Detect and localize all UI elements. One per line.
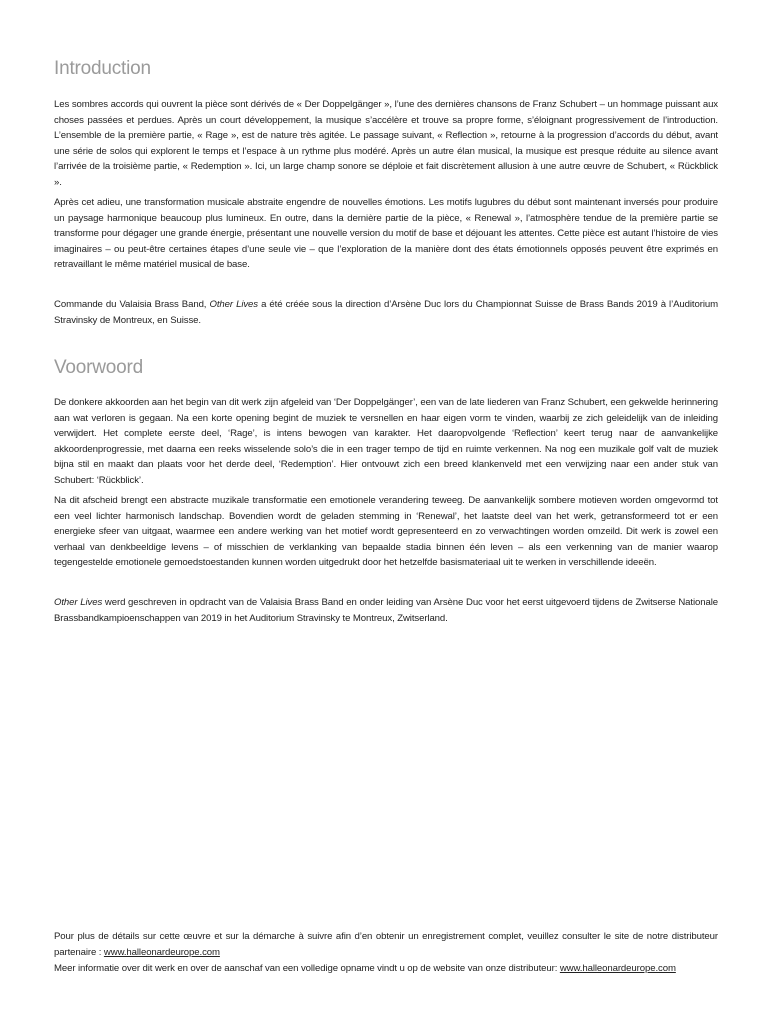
introduction-commission-text: Commande du Valaisia Brass Band, xyxy=(54,299,210,310)
work-title: Other Lives xyxy=(54,597,103,608)
introduction-paragraph-1: Les sombres accords qui ouvrent la pièce sont dérivés de « Der Doppelgänger », l’une des dernières chansons de Franz Schubert – un hommage puissant aux choses passées et perdues. Après un court développement, la musique s’accélère et trouve sa propre forme, s’éloignant progressivement de l’introduction. L’ensemble de la première partie, « Rage », est de nature très agitée. Le passage suivant, « Reflection », retourne à la progression d’accords du début, avant une série de solos qui explorent le temps et l’espace à un rythme plus modéré. Après un autre élan musical, la musique est presque réduite au silence avant l’arrivée de la troisième partie, « Redemption ». Ici, un large champ sonore se déploie et fait discrètement allusion à une autre œuvre de Schubert, « Rückblick ». xyxy=(54,99,718,188)
voorwoord-paragraph-2: Na dit afscheid brengt een abstracte muzikale transformatie een emotionele verandering teweeg. De aanvankelijk sombere motieven worden omgevormd tot een veel lichter harmonisch landschap. Bovendien wordt de geladen stemming in ‘Renewal’, het laatste deel van het werk, getransformeerd tot er een energieke sfeer van uitgaat, waarmee een andere werking van het motief wordt gepresenteerd en zo verwachtingen worden omzeild. Dit werk is zowel een verhaal van denkbeeldige levens – of misschien de verklanking van bepaalde stadia binnen één leven – als een verkenning van de manier waarop tegengestelde emotionele gemoedstoestanden kunnen worden uitgedrukt door het hetzelfde basismateriaal uit te werken in verschillende ideeën. xyxy=(54,495,718,569)
introduction-premiere-text: a été créée sous la direction d’Arsène Duc lors du Championnat Suisse de Brass Bands 2019 à l’Auditorium Stravinsky de Montreux, en Suisse. xyxy=(54,299,718,326)
footer-french xyxy=(54,929,718,960)
introduction-paragraph-3 xyxy=(54,297,718,328)
distributor-link-french[interactable]: www.halleonardeurope.com xyxy=(103,946,220,958)
footer-dutch xyxy=(54,961,718,977)
distributor-link-dutch[interactable]: www.halleonardeurope.com xyxy=(559,963,676,974)
voorwoord-paragraph-3 xyxy=(54,595,718,626)
introduction-heading: Introduction xyxy=(54,58,151,79)
footer-dutch-text: Meer informatie over dit werk en over de aanschaf van een volledige opname vindt u op de website van onze distributeur: xyxy=(54,963,560,974)
introduction-paragraph-2: Après cet adieu, une transformation musicale abstraite engendre de nouvelles émotions. Les motifs lugubres du début sont maintenant inversés pour produire un paysage harmonique beaucoup plus lumineux. En outre, dans la dernière partie de la pièce, « Renewal », l’atmosphère tendue de la première partie se transforme pour dégager une grande énergie, présentant une nouvelle version du motif de base et déjouant les attentes. Cette pièce est autant l’histoire de vies imaginaires – ou peut-être certaines étapes d’une seule vie – que l’exploration de la manière dont des états émotionnels opposés peuvent être exprimés en retravaillant le même matériel musical de base. xyxy=(54,197,718,271)
voorwoord-heading: Voorwoord xyxy=(54,357,144,378)
work-title: Other Lives xyxy=(209,299,258,310)
voorwoord-premiere-text: werd geschreven in opdracht van de Valaisia Brass Band en onder leiding van Arsène Duc voor het eerst uitgevoerd tijdens de Zwitserse Nationale Brassbandkampioenschappen van 2019 in het Auditorium Stravinsky te Montreux, Zwitserland. xyxy=(54,597,718,624)
footer-french-text: Pour plus de détails sur cette œuvre et sur la démarche à suivre afin d’en obtenir un enregistrement complet, veuillez consulter le site de notre distributeur partenaire : xyxy=(54,931,718,958)
voorwoord-paragraph-1: De donkere akkoorden aan het begin van dit werk zijn afgeleid van ‘Der Doppelgänger’, een van de late liederen van Franz Schubert, een gekwelde herinnering aan wat verloren is gegaan. Na een korte opening begint de muziek te versnellen en haar eigen vorm te vinden, waarbij ze zich geleidelijk van de inleiding verwijdert. Het complete eerste deel, ‘Rage’, is intens bewogen van karakter. Het daaropvolgende ‘Reflection’ keert terug naar de aanvankelijke akkoordenprogressie, met daarna een reeks wisselende solo’s die in een trager tempo de tijd en ruimte verkennen. Na nog een muzikale golf valt de muziek bijna stil en maakt dan plaats voor het derde deel, ‘Redemption’. Hier ontvouwt zich een breed klankenveld met een verwijzing naar een ander stuk van Schubert: ‘Rückblick’. xyxy=(54,397,718,486)
